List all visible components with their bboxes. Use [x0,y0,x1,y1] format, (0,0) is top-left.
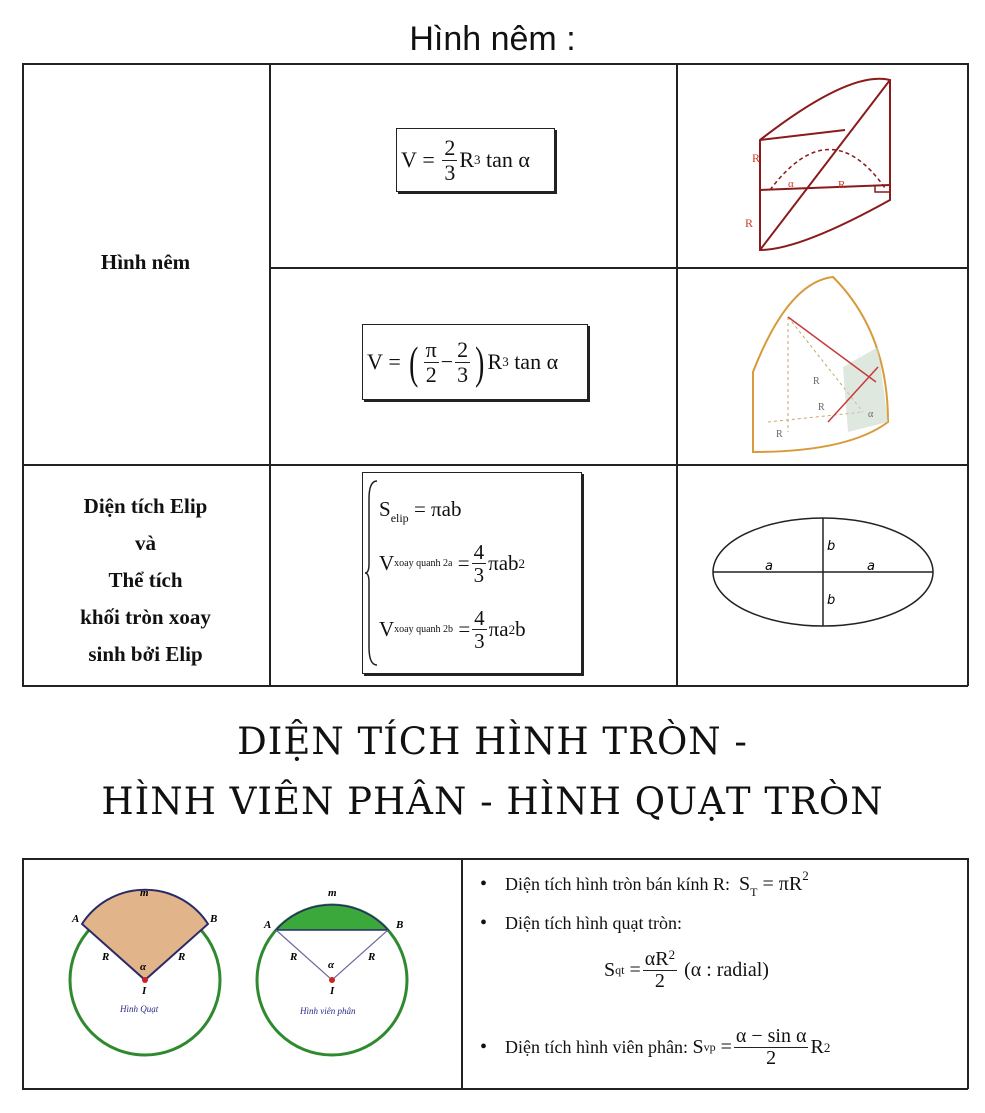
svg-text:B: B [210,913,218,925]
fig1-r-mid: R [838,179,846,191]
bullet-segment-area: • Diện tích hình viên phân: S vp = $\frac{\text{α − sin α}}{2}$ R 2 [480,1025,831,1069]
svg-text:m: m [140,887,149,899]
svg-text:α: α [140,961,147,973]
wedge-formula-2: V = ( $\frac{\pi}{2}$ − $\frac{2}{3}$ ) R 3 tan α [362,324,588,400]
svg-text:R: R [813,376,820,387]
svg-text:α: α [868,409,874,420]
ellipse-figure [705,510,940,635]
svg-text:α: α [328,959,335,971]
segment-figure [250,880,420,1075]
svg-text:a: a [867,559,875,574]
wedge-formula-1: V = $\frac{2}{3}$ R 3 tan α [396,128,555,192]
wedge-figure-2 [748,272,908,462]
bullet-sector-area: • Diện tích hình quạt tròn: [480,912,682,934]
svg-text:I: I [330,985,335,997]
svg-text:R: R [776,429,783,440]
row-label-wedge: Hình nêm [100,250,191,274]
row-label-ellipse: Diện tích Elip và Thể tích khối tròn xoay sinh bởi Elip [80,494,211,666]
sector-figure [60,880,235,1075]
svg-text:Hình Quạt: Hình Quạt [120,1004,159,1014]
svg-text:b: b [827,593,836,608]
svg-text:A: A [72,913,80,925]
svg-text:R: R [290,951,298,963]
sector-formula: S qt = $\frac{\alpha R^2}{2}$ (α : radial) [604,947,769,992]
svg-text:B: B [396,919,404,931]
ellipse-formulas: $S_{elip} = \pi ab$ V xoay quanh 2a = $\frac{4}{3}$ πab 2 V xoay quanh 2b = $\frac{4}{3}$ πa 2 b [362,472,582,674]
svg-text:Hình viên phân: Hình viên phân [300,1006,356,1016]
svg-text:I: I [142,985,147,997]
svg-text:R: R [368,951,376,963]
svg-text:b: b [827,539,836,554]
svg-text:A: A [264,919,272,931]
bullet-circle-area: • Diện tích hình tròn bán kính R: $S_T = \pi R^2$ [480,868,809,899]
svg-text:m: m [328,887,337,899]
svg-text:R: R [102,951,110,963]
fig1-r-top: R [752,151,761,165]
svg-text:R: R [818,402,825,413]
page-title: Hình nêm : [409,20,576,58]
fig1-r-bottom: R [745,216,754,230]
svg-text:a: a [765,559,773,574]
section-heading-line2: HÌNH VIÊN PHÂN - HÌNH QUẠT TRÒN [101,780,884,823]
fig1-alpha: α [788,178,794,190]
wedge-figure-1 [740,70,900,260]
section-heading-line1: DIỆN TÍCH HÌNH TRÒN - [237,720,748,763]
svg-text:R: R [178,951,186,963]
